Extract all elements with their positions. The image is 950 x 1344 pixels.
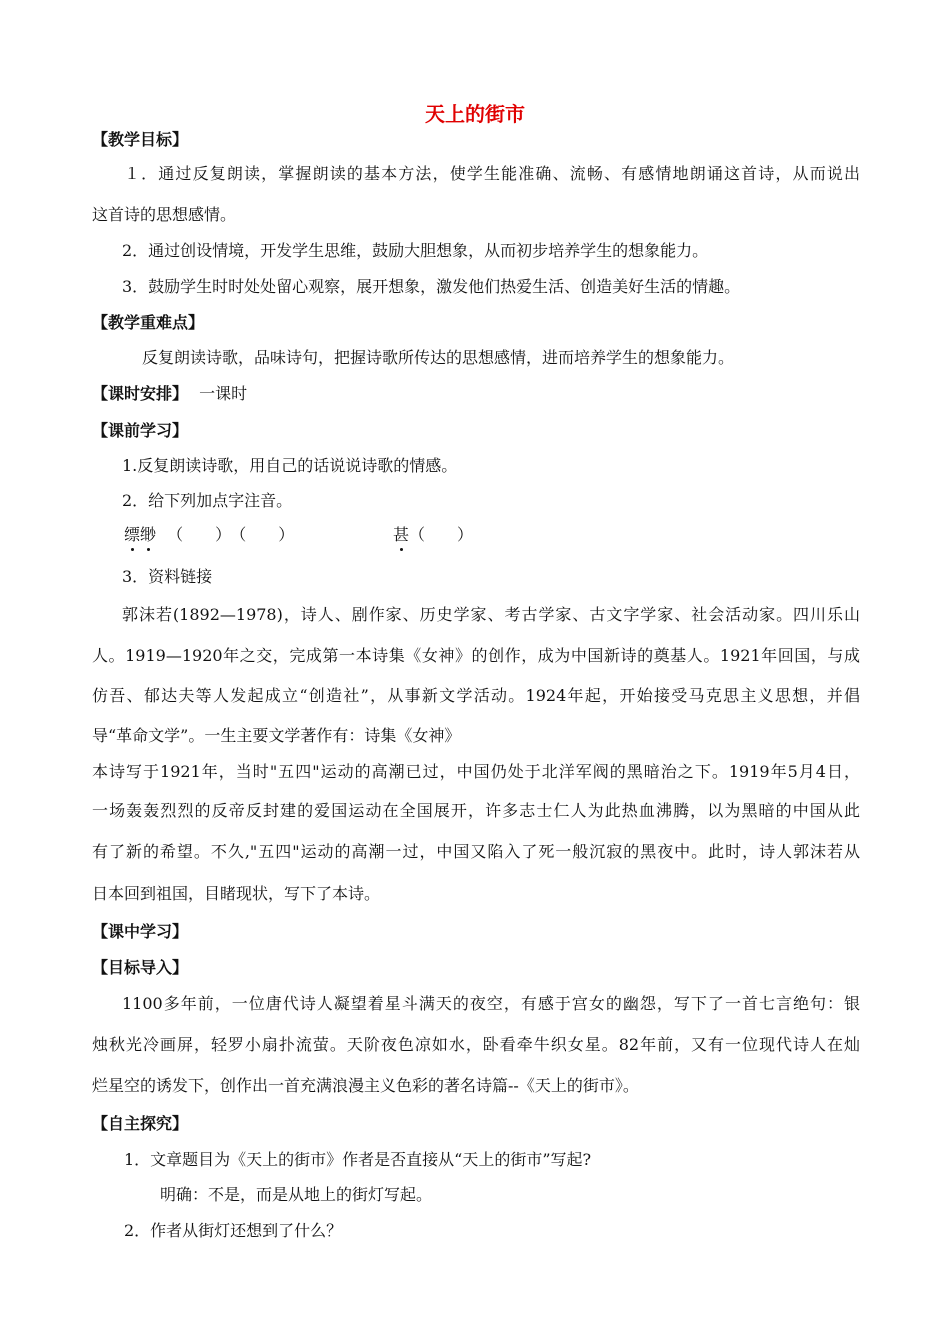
dotted-char: 缈 bbox=[140, 525, 157, 544]
goal-item-2: 2．通过创设情境，开发学生思维，鼓励大胆想象，从而初步培养学生的想象能力。 bbox=[122, 241, 709, 260]
answer-blank: （ ） bbox=[167, 525, 232, 544]
heading-in-class: 【课中学习】 bbox=[92, 922, 189, 941]
background-line-1: 本诗写于1921年，当时"五四"运动的高潮已过，中国仍处于北洋军阀的黑暗治之下。1919年5月4日， bbox=[92, 762, 860, 781]
explore-question-2: 2．作者从街灯还想到了什么？ bbox=[124, 1221, 343, 1240]
goal-item-1-line-2: 这首诗的思想感情。 bbox=[92, 205, 237, 224]
dotted-char: 缥 bbox=[124, 525, 141, 544]
intro-line-3: 烂星空的诱发下，创作出一首充满浪漫主义色彩的著名诗篇--《天上的街市》。 bbox=[92, 1076, 639, 1095]
goal-item-3: 3．鼓励学生时时处处留心观察，展开想象，激发他们热爱生活、创造美好生活的情趣。 bbox=[122, 277, 741, 296]
prestudy-item-1: 1.反复朗读诗歌，用自己的话说说诗歌的情感。 bbox=[122, 456, 458, 475]
answer-blank: （ ） bbox=[230, 525, 295, 544]
page-title: 天上的街市 bbox=[425, 102, 525, 126]
heading-teaching-goals: 【教学目标】 bbox=[92, 130, 189, 149]
goal-item-1-line-1: １．通过反复朗读，掌握朗读的基本方法，使学生能准确、流畅、有感情地朗诵这首诗，从而说出 bbox=[124, 164, 860, 183]
explore-question-1: 1．文章题目为《天上的街市》作者是否直接从“天上的街市”写起? bbox=[124, 1150, 592, 1169]
author-bio-line-1: 郭沫若(1892—1978)，诗人、剧作家、历史学家、考古学家、古文字学家、社会活动家。四川乐山 bbox=[122, 605, 860, 624]
background-line-4: 日本回到祖国，目睹现状，写下了本诗。 bbox=[92, 884, 381, 903]
prestudy-item-2: 2．给下列加点字注音。 bbox=[122, 491, 293, 510]
background-line-2: 一场轰轰烈烈的反帝反封建的爱国运动在全国展开，许多志士仁人为此热血沸腾，以为黑暗的中国从此 bbox=[92, 801, 860, 820]
explore-answer-1: 明确：不是，而是从地上的街灯写起。 bbox=[160, 1185, 433, 1204]
author-bio-line-4: 导“革命文学”。一生主要文学著作有：诗集《女神》 bbox=[92, 726, 461, 745]
schedule-value: 一课时 bbox=[199, 384, 248, 403]
author-bio-line-2: 人。1919—1920年之交，完成第一本诗集《女神》的创作，成为中国新诗的奠基人。1921年回国，与成 bbox=[92, 646, 860, 665]
intro-line-2: 烛秋光冷画屏，轻罗小扇扑流萤。天阶夜色凉如水，卧看牵牛织女星。82年前，又有一位现代诗人在灿 bbox=[92, 1035, 860, 1054]
intro-line-1: 1100多年前，一位唐代诗人凝望着星斗满天的夜空，有感于宫女的幽怨，写下了一首七言绝句：银 bbox=[122, 994, 860, 1013]
schedule-row bbox=[92, 384, 247, 404]
heading-self-explore: 【自主探究】 bbox=[92, 1114, 189, 1133]
answer-blank: （ ） bbox=[409, 525, 474, 544]
heading-schedule: 【课时安排】 bbox=[92, 384, 189, 403]
dotted-char: 甚 bbox=[393, 525, 410, 544]
author-bio-line-3: 仿吾、郁达夫等人发起成立“创造社”，从事新文学活动。1924年起，开始接受马克思主义思想，并倡 bbox=[92, 686, 860, 705]
pinyin-exercise-2 bbox=[393, 525, 474, 545]
heading-prestudy: 【课前学习】 bbox=[92, 421, 189, 440]
heading-key-points: 【教学重难点】 bbox=[92, 313, 205, 332]
pinyin-exercise-1 bbox=[124, 525, 295, 545]
prestudy-item-3: 3．资料链接 bbox=[122, 567, 213, 586]
heading-intro: 【目标导入】 bbox=[92, 958, 189, 977]
background-line-3: 有了新的希望。不久,"五四"运动的高潮一过，中国又陷入了死一般沉寂的黑夜中。此时，诗人郭沫若从 bbox=[92, 842, 860, 861]
key-points-text: 反复朗读诗歌，品味诗句，把握诗歌所传达的思想感情，进而培养学生的想象能力。 bbox=[142, 348, 735, 367]
